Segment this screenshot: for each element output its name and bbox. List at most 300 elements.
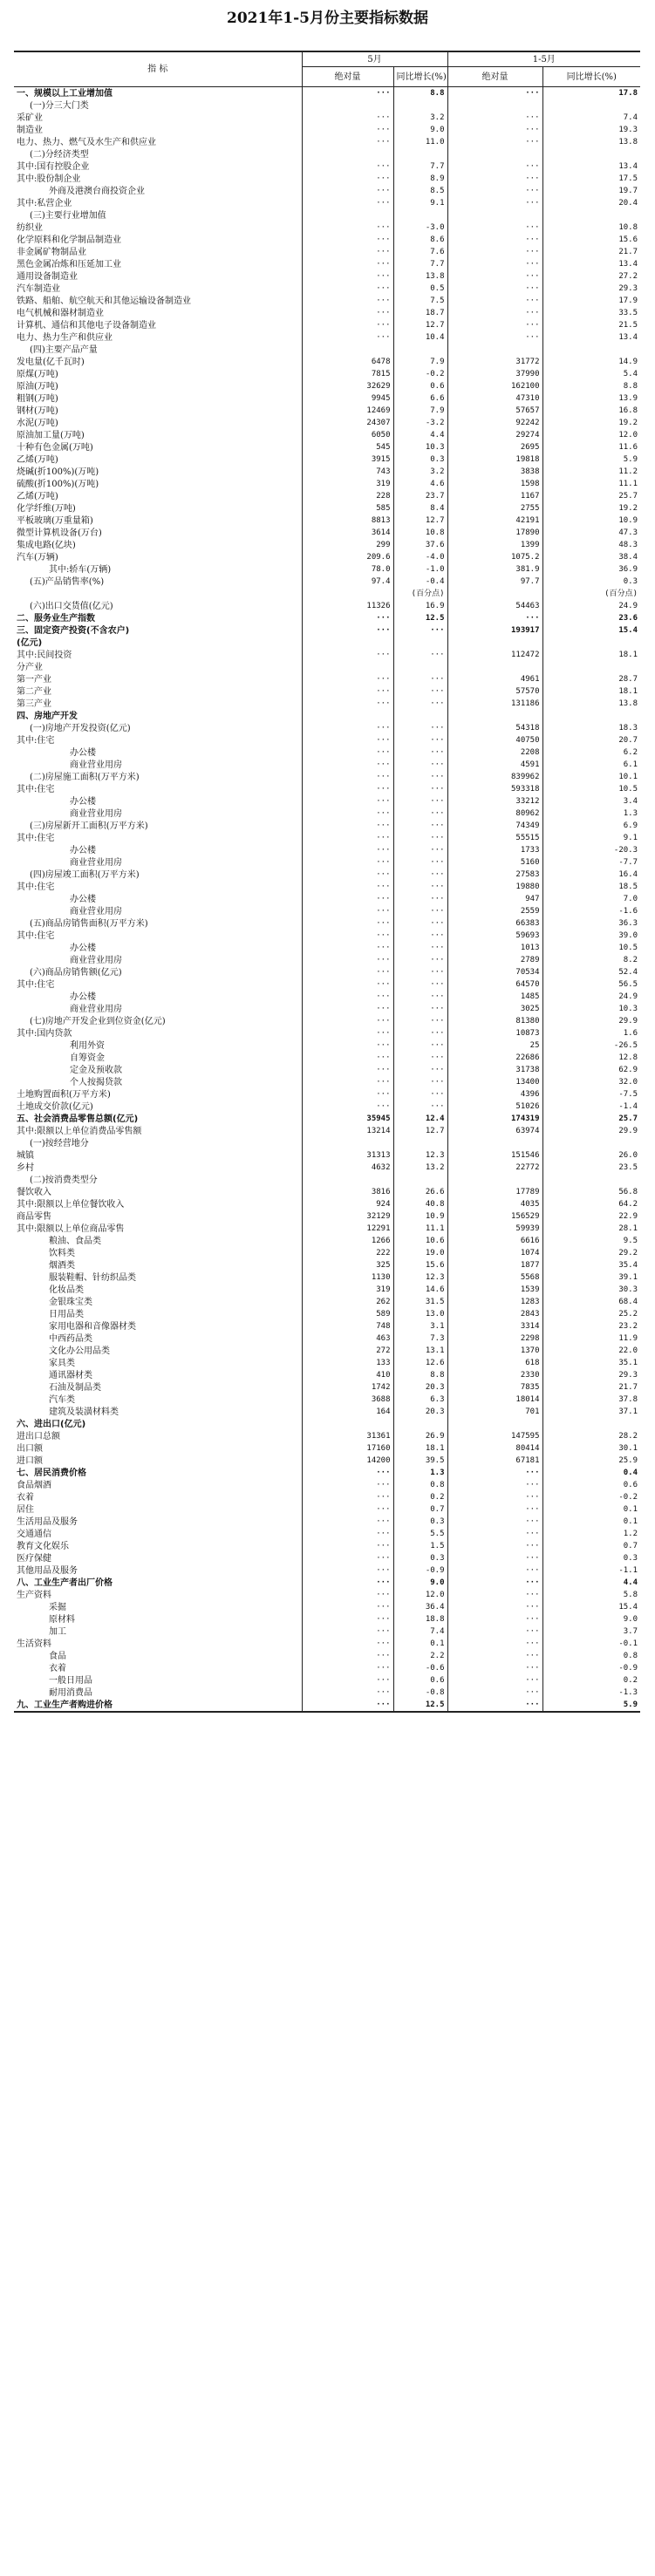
jan-may-growth-value: 11.2 (542, 466, 640, 478)
jan-may-growth-value: 32.0 (542, 1076, 640, 1088)
jan-may-absolute-value: 162100 (447, 380, 542, 392)
table-row (14, 307, 640, 319)
row-label: 其中:限额以上单位消费品零售额 (17, 1126, 142, 1136)
jan-may-growth-value: 8.2 (542, 954, 640, 966)
table-row (14, 893, 640, 905)
header-indicator: 指 标 (14, 51, 302, 87)
jan-may-absolute-value: 1598 (447, 478, 542, 490)
table-row (14, 685, 640, 698)
jan-may-absolute-value: 92242 (447, 417, 542, 429)
may-growth-value: ··· (393, 954, 447, 966)
table-row (14, 1589, 640, 1601)
row-label: (七)房地产开发企业到位资金(亿元) (30, 1016, 166, 1026)
table-row (14, 905, 640, 917)
may-absolute-value: ··· (302, 1027, 393, 1039)
jan-may-growth-value (542, 148, 640, 160)
may-growth-value: ··· (393, 991, 447, 1003)
jan-may-growth-value: 28.1 (542, 1223, 640, 1235)
jan-may-absolute-value (447, 99, 542, 112)
jan-may-absolute-value (447, 637, 542, 649)
row-label: 城镇 (17, 1150, 34, 1161)
may-growth-value: ··· (393, 1027, 447, 1039)
table-row (14, 502, 640, 515)
may-growth-value: ··· (393, 1064, 447, 1076)
may-growth-value: 12.7 (393, 1125, 447, 1137)
may-absolute-value: ··· (302, 1015, 393, 1027)
table-row (14, 1015, 640, 1027)
may-growth-value: -0.4 (393, 576, 447, 588)
jan-may-growth-value: -0.1 (542, 1638, 640, 1650)
jan-may-absolute-value: 2208 (447, 746, 542, 759)
may-absolute-value (302, 710, 393, 722)
table-row (14, 942, 640, 954)
jan-may-absolute-value: ··· (447, 173, 542, 185)
table-row (14, 234, 640, 246)
may-absolute-value: ··· (302, 954, 393, 966)
table-row (14, 319, 640, 331)
row-label: 饮料类 (49, 1248, 75, 1258)
may-growth-value: 8.5 (393, 185, 447, 197)
may-absolute-value: ··· (302, 869, 393, 881)
jan-may-absolute-value: 63974 (447, 1125, 542, 1137)
may-absolute-value: ··· (302, 124, 393, 136)
jan-may-absolute-value: 1074 (447, 1247, 542, 1259)
row-label: 四、房地产开发 (17, 711, 78, 721)
table-row (14, 1125, 640, 1137)
jan-may-growth-value: 30.3 (542, 1284, 640, 1296)
jan-may-growth-value: 4.4 (542, 1577, 640, 1589)
may-absolute-value (302, 209, 393, 221)
may-absolute-value (302, 1174, 393, 1186)
jan-may-growth-value: 62.9 (542, 1064, 640, 1076)
row-label: 生活资料 (17, 1639, 51, 1649)
row-label: 耐用消费品 (49, 1687, 92, 1698)
table-row (14, 1198, 640, 1210)
table-row (14, 1394, 640, 1406)
may-growth-value (393, 710, 447, 722)
jan-may-growth-value: 8.8 (542, 380, 640, 392)
may-absolute-value: ··· (302, 319, 393, 331)
may-absolute-value: ··· (302, 1467, 393, 1479)
jan-may-absolute-value: 51026 (447, 1101, 542, 1113)
table-row (14, 258, 640, 270)
may-growth-value: 8.8 (393, 1369, 447, 1381)
may-growth-value: 20.3 (393, 1406, 447, 1418)
jan-may-absolute-value: ··· (447, 1503, 542, 1516)
may-absolute-value: ··· (302, 795, 393, 808)
table-row (14, 1039, 640, 1052)
jan-may-absolute-value: ··· (447, 1564, 542, 1577)
jan-may-growth-value: 21.7 (542, 246, 640, 258)
may-growth-value: ··· (393, 673, 447, 685)
jan-may-absolute-value (447, 1418, 542, 1430)
jan-may-absolute-value: 80962 (447, 808, 542, 820)
table-row (14, 783, 640, 795)
may-growth-value: -4.0 (393, 551, 447, 563)
row-label: 非金属矿物制品业 (17, 247, 86, 257)
may-growth-value: 15.6 (393, 1259, 447, 1271)
may-growth-value: 7.6 (393, 246, 447, 258)
row-label: 其中:限额以上单位餐饮收入 (17, 1199, 125, 1210)
may-growth-value: 0.5 (393, 283, 447, 295)
table-body (14, 87, 640, 1713)
jan-may-absolute-value: 59693 (447, 930, 542, 942)
row-label: 商业营业用房 (70, 760, 122, 770)
row-label: 家具类 (49, 1358, 75, 1368)
table-row (14, 808, 640, 820)
jan-may-growth-value: -20.3 (542, 844, 640, 856)
row-label: 化学纤维(万吨) (17, 503, 76, 514)
may-absolute-value: ··· (302, 1589, 393, 1601)
row-label: 乡村 (17, 1162, 34, 1173)
jan-may-growth-value: 0.8 (542, 1650, 640, 1662)
jan-may-absolute-value: 17890 (447, 527, 542, 539)
row-label: 三、固定资产投资(不含农户) (17, 625, 130, 636)
table-row (14, 466, 640, 478)
may-growth-value: 2.2 (393, 1650, 447, 1662)
jan-may-growth-value: 37.8 (542, 1394, 640, 1406)
row-label: 衣着 (17, 1492, 34, 1503)
may-absolute-value: 319 (302, 478, 393, 490)
may-growth-value: ··· (393, 856, 447, 869)
may-absolute-value: ··· (302, 759, 393, 771)
jan-may-growth-value: 3.4 (542, 795, 640, 808)
may-absolute-value: ··· (302, 881, 393, 893)
row-label: 集成电路(亿块) (17, 540, 76, 550)
jan-may-growth-value: 38.4 (542, 551, 640, 563)
may-absolute-value: ··· (302, 295, 393, 307)
jan-may-absolute-value: 18014 (447, 1394, 542, 1406)
may-absolute-value: ··· (302, 1613, 393, 1625)
may-absolute-value: ··· (302, 136, 393, 148)
may-growth-value: 12.6 (393, 1357, 447, 1369)
may-absolute-value: ··· (302, 1516, 393, 1528)
jan-may-absolute-value: 3838 (447, 466, 542, 478)
jan-may-growth-value: 24.9 (542, 600, 640, 612)
jan-may-growth-value: 24.9 (542, 991, 640, 1003)
jan-may-absolute-value: ··· (447, 1528, 542, 1540)
row-label: 原材料 (49, 1614, 75, 1625)
row-label: 其他用品及服务 (17, 1565, 78, 1576)
row-label: (一)房地产开发投资(亿元) (30, 723, 131, 733)
jan-may-growth-value: 19.3 (542, 124, 640, 136)
jan-may-growth-value: 3.7 (542, 1625, 640, 1638)
jan-may-growth-value: 68.4 (542, 1296, 640, 1308)
row-label: 居住 (17, 1504, 34, 1515)
jan-may-growth-value: 23.6 (542, 612, 640, 624)
row-label: 食品 (49, 1651, 66, 1661)
may-growth-value: ··· (393, 771, 447, 783)
may-growth-value: ··· (393, 1003, 447, 1015)
may-growth-value: 7.4 (393, 1625, 447, 1638)
may-absolute-value: ··· (302, 1674, 393, 1687)
may-absolute-value: ··· (302, 1601, 393, 1613)
table-row (14, 1027, 640, 1039)
row-label: 教育文化娱乐 (17, 1541, 69, 1551)
jan-may-growth-value: 6.9 (542, 820, 640, 832)
table-row (14, 600, 640, 612)
jan-may-growth-value: 13.4 (542, 331, 640, 344)
may-growth-value: (百分点) (393, 588, 447, 600)
jan-may-growth-value: 28.7 (542, 673, 640, 685)
may-absolute-value: 463 (302, 1332, 393, 1345)
row-label: 采矿业 (17, 112, 43, 123)
jan-may-growth-value: 25.9 (542, 1455, 640, 1467)
may-growth-value: 36.4 (393, 1601, 447, 1613)
table-row (14, 283, 640, 295)
table-row (14, 856, 640, 869)
row-label: 其中:住宅 (17, 882, 55, 892)
jan-may-absolute-value: 112472 (447, 649, 542, 661)
table-row (14, 1284, 640, 1296)
table-row (14, 1076, 640, 1088)
table-row (14, 1235, 640, 1247)
row-label: 黑色金属冶炼和压延加工业 (17, 259, 121, 269)
table-row (14, 368, 640, 380)
table-row (14, 1357, 640, 1369)
table-row (14, 1552, 640, 1564)
row-label: 商业营业用房 (70, 808, 122, 819)
may-absolute-value: ··· (302, 783, 393, 795)
may-growth-value: 8.8 (393, 87, 447, 100)
row-label: 九、工业生产者购进价格 (14, 1699, 302, 1712)
table-row (14, 624, 640, 637)
may-growth-value: -0.9 (393, 1564, 447, 1577)
table-row (14, 478, 640, 490)
jan-may-growth-value: 52.4 (542, 966, 640, 978)
jan-may-growth-value (542, 99, 640, 112)
jan-may-growth-value: 0.2 (542, 1674, 640, 1687)
row-label: 电力、热力、燃气及水生产和供应业 (17, 137, 156, 147)
jan-may-absolute-value: 70534 (447, 966, 542, 978)
jan-may-growth-value: 9.5 (542, 1235, 640, 1247)
jan-may-absolute-value: 618 (447, 1357, 542, 1369)
may-absolute-value: 3688 (302, 1394, 393, 1406)
jan-may-growth-value: 19.7 (542, 185, 640, 197)
jan-may-absolute-value: 1013 (447, 942, 542, 954)
may-absolute-value: ··· (302, 1552, 393, 1564)
jan-may-absolute-value: ··· (447, 160, 542, 173)
row-label: 乙烯(万吨) (17, 454, 58, 465)
row-label: 计算机、通信和其他电子设备制造业 (17, 320, 156, 331)
jan-may-growth-value: 5.9 (542, 453, 640, 466)
row-label: 八、工业生产者出厂价格 (17, 1578, 113, 1588)
row-label: 其中:轿车(万辆) (49, 564, 112, 575)
may-absolute-value: ··· (302, 258, 393, 270)
table-row (14, 173, 640, 185)
row-label: 其中:限额以上单位商品零售 (17, 1223, 125, 1234)
table-row (14, 246, 640, 258)
jan-may-absolute-value: ··· (447, 331, 542, 344)
table-row (14, 1381, 640, 1394)
jan-may-absolute-value: 701 (447, 1406, 542, 1418)
may-absolute-value: 17160 (302, 1442, 393, 1455)
may-absolute-value: ··· (302, 1687, 393, 1699)
jan-may-growth-value: -1.6 (542, 905, 640, 917)
row-label: 粮油、食品类 (49, 1236, 101, 1246)
jan-may-absolute-value: 839962 (447, 771, 542, 783)
jan-may-absolute-value: ··· (447, 87, 542, 100)
table-row (14, 1247, 640, 1259)
jan-may-growth-value: -7.7 (542, 856, 640, 869)
may-growth-value: 26.6 (393, 1186, 447, 1198)
may-growth-value: 12.7 (393, 319, 447, 331)
jan-may-absolute-value: ··· (447, 1491, 542, 1503)
jan-may-growth-value: 0.3 (542, 576, 640, 588)
jan-may-growth-value: 35.4 (542, 1259, 640, 1271)
row-label: 生产资料 (17, 1590, 51, 1600)
row-label: 原油(万吨) (17, 381, 58, 392)
may-growth-value: 12.5 (393, 612, 447, 624)
table-row (14, 160, 640, 173)
jan-may-absolute-value: 57657 (447, 405, 542, 417)
jan-may-growth-value: 29.3 (542, 283, 640, 295)
jan-may-growth-value: 13.8 (542, 698, 640, 710)
table-row (14, 1601, 640, 1613)
may-absolute-value: 3614 (302, 527, 393, 539)
table-row (14, 1540, 640, 1552)
table-row (14, 1223, 640, 1235)
jan-may-absolute-value: ··· (447, 612, 542, 624)
row-label: 其中:住宅 (17, 784, 55, 794)
row-label: (四)房屋竣工面积(万平方米) (30, 869, 140, 880)
may-absolute-value: ··· (302, 856, 393, 869)
row-label: 医疗保健 (17, 1553, 51, 1564)
jan-may-absolute-value: ··· (447, 295, 542, 307)
may-absolute-value: ··· (302, 1479, 393, 1491)
row-label: 建筑及装潢材料类 (49, 1407, 119, 1417)
may-absolute-value: ··· (302, 942, 393, 954)
jan-may-absolute-value: 97.7 (447, 576, 542, 588)
row-label: 日用品类 (49, 1309, 84, 1319)
jan-may-growth-value: (百分点) (542, 588, 640, 600)
jan-may-absolute-value: ··· (447, 1699, 542, 1712)
jan-may-growth-value: 37.1 (542, 1406, 640, 1418)
jan-may-absolute-value: 29274 (447, 429, 542, 441)
may-growth-value (393, 209, 447, 221)
table-row (14, 588, 640, 600)
jan-may-growth-value: 18.1 (542, 685, 640, 698)
may-growth-value: 18.7 (393, 307, 447, 319)
jan-may-absolute-value: ··· (447, 112, 542, 124)
jan-may-growth-value: 15.4 (542, 624, 640, 637)
table-row (14, 148, 640, 160)
may-absolute-value: ··· (302, 1076, 393, 1088)
may-absolute-value: ··· (302, 1101, 393, 1113)
jan-may-absolute-value: ··· (447, 185, 542, 197)
table-row (14, 1052, 640, 1064)
jan-may-growth-value: 1.3 (542, 808, 640, 820)
jan-may-absolute-value: ··· (447, 1625, 542, 1638)
table-row (14, 1406, 640, 1418)
jan-may-growth-value (542, 344, 640, 356)
may-growth-value: 7.9 (393, 405, 447, 417)
may-absolute-value: ··· (302, 1699, 393, 1712)
may-growth-value: 0.6 (393, 380, 447, 392)
jan-may-absolute-value: 33212 (447, 795, 542, 808)
row-label: 其中:民间投资 (17, 650, 72, 660)
jan-may-growth-value: 0.1 (542, 1503, 640, 1516)
row-label: 其中:住宅 (17, 735, 55, 746)
may-absolute-value: ··· (302, 649, 393, 661)
row-label: 交通通信 (17, 1529, 51, 1539)
jan-may-absolute-value: 1399 (447, 539, 542, 551)
table-row (14, 722, 640, 734)
row-label: (二)房屋施工面积(万平方米) (30, 772, 140, 782)
table-row (14, 392, 640, 405)
row-label: 外商及港澳台商投资企业 (49, 186, 145, 196)
jan-may-growth-value: 35.1 (542, 1357, 640, 1369)
row-label: 第二产业 (17, 686, 51, 697)
jan-may-absolute-value: 1485 (447, 991, 542, 1003)
jan-may-growth-value: 21.5 (542, 319, 640, 331)
may-growth-value: 23.7 (393, 490, 447, 502)
jan-may-growth-value: 5.8 (542, 1589, 640, 1601)
header-may-growth: 同比增长(%) (393, 67, 447, 87)
row-label: 烟酒类 (49, 1260, 75, 1271)
jan-may-absolute-value: ··· (447, 1638, 542, 1650)
jan-may-growth-value: 15.6 (542, 234, 640, 246)
may-growth-value: 12.3 (393, 1149, 447, 1162)
may-growth-value: ··· (393, 1039, 447, 1052)
table-row (14, 978, 640, 991)
row-label: 其中:私营企业 (17, 198, 72, 208)
jan-may-absolute-value: ··· (447, 1662, 542, 1674)
may-growth-value: ··· (393, 698, 447, 710)
may-absolute-value (302, 661, 393, 673)
jan-may-growth-value: 1.6 (542, 1027, 640, 1039)
may-growth-value: ··· (393, 1101, 447, 1113)
jan-may-absolute-value: 31772 (447, 356, 542, 368)
may-growth-value: ··· (393, 649, 447, 661)
table-row (14, 1479, 640, 1491)
may-absolute-value: 272 (302, 1345, 393, 1357)
jan-may-absolute-value: ··· (447, 124, 542, 136)
jan-may-growth-value: 39.1 (542, 1271, 640, 1284)
row-label: 土地成交价款(亿元) (17, 1101, 93, 1112)
row-label: (一)按经营地分 (30, 1138, 89, 1148)
table-row (14, 1113, 640, 1125)
row-label: 平板玻璃(万重量箱) (17, 515, 93, 526)
jan-may-absolute-value: ··· (447, 1613, 542, 1625)
row-label: 办公楼 (70, 894, 96, 904)
jan-may-absolute-value: 5568 (447, 1271, 542, 1284)
may-absolute-value: ··· (302, 307, 393, 319)
may-absolute-value: 14200 (302, 1455, 393, 1467)
table-row (14, 1625, 640, 1638)
table-row (14, 490, 640, 502)
jan-may-growth-value: 10.1 (542, 771, 640, 783)
table-row (14, 1369, 640, 1381)
may-absolute-value: ··· (302, 246, 393, 258)
jan-may-absolute-value: 4035 (447, 1198, 542, 1210)
row-label: 其中:住宅 (17, 930, 55, 941)
may-absolute-value: ··· (302, 844, 393, 856)
jan-may-growth-value: 0.3 (542, 1552, 640, 1564)
table-row (14, 1418, 640, 1430)
jan-may-growth-value: 0.7 (542, 1540, 640, 1552)
jan-may-growth-value: 9.0 (542, 1613, 640, 1625)
jan-may-absolute-value: 6616 (447, 1235, 542, 1247)
row-label: 二、服务业生产指数 (17, 613, 95, 624)
may-growth-value: ··· (393, 905, 447, 917)
row-label: 原油加工量(万吨) (17, 430, 85, 440)
table-row (14, 1271, 640, 1284)
jan-may-absolute-value: 4396 (447, 1088, 542, 1101)
row-label: (亿元) (17, 637, 43, 648)
jan-may-growth-value: 13.9 (542, 392, 640, 405)
may-growth-value: 39.5 (393, 1455, 447, 1467)
